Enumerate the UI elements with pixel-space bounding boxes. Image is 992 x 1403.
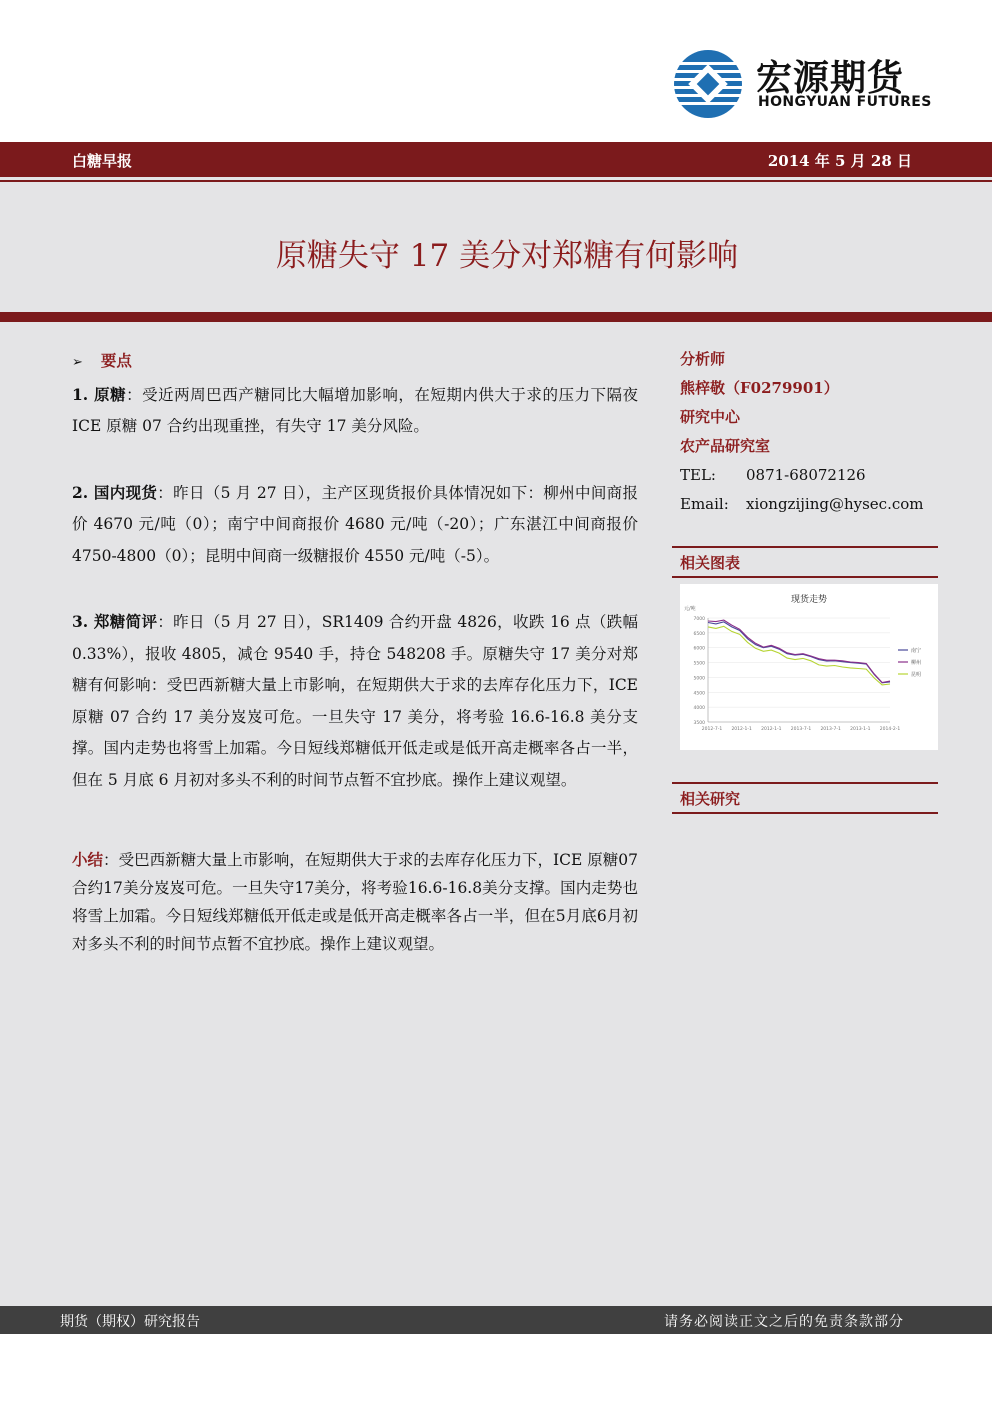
- chart-ytick-label: 7000: [693, 617, 705, 622]
- point-1-label: 1. 原糖: [72, 384, 127, 404]
- analyst-dept: 研究中心: [680, 408, 741, 426]
- arrow-bullet-icon: ➢: [72, 355, 83, 370]
- chart-xtick-label: 2014-2-1: [879, 727, 901, 732]
- footer-disclaimer-note: 请务必阅读正文之后的免责条款部分: [664, 1314, 904, 1330]
- point-zhengzhou-sugar: [72, 606, 638, 796]
- chart-ytick-label: 6500: [693, 631, 705, 637]
- summary: [72, 846, 638, 958]
- analyst-heading: 分析师: [680, 350, 726, 368]
- chart-series-line: [708, 620, 890, 682]
- point-3-text: ：昨日（5 月 27 日），SR1409 合约开盘 4826，收跌 16 点（跌幅 0.33%），报收 4805，减仓 9540 手，持仓 548208 手。原糖失守 17 美分对郑糖有何影响：受巴西新糖大量上市影响，在短期供大于求的去库存化压力下，ICE 原糖 07 合约 17 美分岌岌可危。一旦失守 17 美分，将考验 16.6-16.8 美分支撑。国内走势也将雪上加霜。今日短线郑糖低开低走或是低开高走概率各占一半，但在 5 月底 6 月初对多头不利的时间节点暂不宜抄底。操作上建议观望。: [72, 613, 639, 789]
- chart-ytick-label: 4500: [693, 691, 705, 697]
- footer-bar: [0, 1306, 992, 1334]
- chart-xtick-label: 2013-7-1: [820, 727, 841, 732]
- summary-text: ：受巴西新糖大量上市影响，在短期供大于求的去库存化压力下，ICE 原糖07合约17美分岌岌可危。一旦失守17美分，将考验16.6-16.8美分支撑。国内走势也将雪上加霜。今日短线郑糖低开低走或是低开高走概率各占一半，但在5月底6月初对多头不利的时间节点暂不宜抄底。操作上建议观望。: [72, 851, 638, 953]
- analyst-sub-dept: 农产品研究室: [680, 437, 771, 455]
- analyst-name: 熊梓敬（F0279901）: [680, 379, 839, 397]
- main-content: [72, 345, 638, 958]
- point-1-text: ：受近两周巴西产糖同比大幅增加影响，在短期内供大于求的压力下隔夜 ICE 原糖 07 合约出现重挫，有失守 17 美分风险。: [72, 385, 638, 435]
- chart-legend-label: 南宁: [911, 648, 922, 654]
- point-2-label: 2. 国内现货: [72, 482, 158, 502]
- chart-ytick-label: 3500: [693, 721, 705, 726]
- related-research-header: [672, 782, 938, 814]
- spot-price-chart-svg: [680, 584, 938, 750]
- key-points-heading-text: 要点: [100, 351, 132, 370]
- logo-name-en: HONGYUAN FUTURES: [758, 94, 932, 110]
- key-points-heading: [72, 345, 638, 379]
- analyst-tel: [680, 461, 938, 490]
- chart-xtick-label: 2013-7-1: [790, 727, 812, 732]
- header-bar: [0, 142, 992, 177]
- footer-report-type: 期货（期权）研究报告: [60, 1314, 200, 1330]
- title-divider-bar: [0, 312, 992, 322]
- chart-ytick-label: 5500: [693, 661, 705, 667]
- point-raw-sugar: [62, 379, 638, 443]
- chart-xtick-label: 2012-7-1: [701, 727, 723, 732]
- tel-label: TEL:: [680, 466, 716, 484]
- chart-legend-label: 昆明: [911, 672, 922, 678]
- report-date: 2014 年 5 月 28 日: [767, 152, 912, 170]
- chart-title: 现货走势: [790, 595, 828, 605]
- tel-value: 0871-68072126: [746, 466, 866, 484]
- chart-xtick-label: 2012-1-1: [761, 727, 782, 732]
- point-2-text: ：昨日（5 月 27 日），主产区现货报价具体情况如下：柳州中间商报价 4670 元/吨（0）；南宁中间商报价 4680 元/吨（-20）；广东湛江中间商报价 4750-4800（0）；昆明中间商一级糖报价 4550 元/吨（-5）。: [72, 483, 638, 565]
- hongyuan-logo-icon: [672, 48, 744, 120]
- related-charts-header: [672, 546, 938, 578]
- chart-ytick-label: 5000: [693, 676, 705, 682]
- email-label: Email:: [680, 495, 729, 513]
- logo-name-cn: 宏源期货: [756, 58, 905, 99]
- chart-xtick-label: 2012-1-1: [731, 727, 752, 732]
- chart-series-line: [708, 626, 890, 685]
- point-domestic-spot: [72, 477, 638, 573]
- company-logo: [672, 44, 932, 124]
- chart-series-line: [708, 622, 890, 683]
- report-type: 白糖早报: [72, 152, 133, 170]
- chart-xtick-label: 2013-1-1: [850, 727, 871, 732]
- analyst-panel: [680, 345, 938, 519]
- divider-line: [0, 180, 992, 182]
- spot-price-chart: [680, 584, 938, 750]
- chart-legend-label: 柳州: [911, 660, 922, 666]
- summary-label: 小结: [72, 850, 104, 869]
- chart-ytick-label: 6000: [693, 646, 705, 652]
- chart-ylabel: 元/吨: [684, 606, 696, 612]
- related-research-heading: 相关研究: [680, 790, 741, 808]
- point-3-label: 3. 郑糖简评: [72, 612, 158, 631]
- analyst-email: [680, 490, 938, 519]
- chart-ytick-label: 4000: [693, 706, 705, 712]
- related-charts-heading: 相关图表: [680, 554, 741, 572]
- page-title: 原糖失守 17 美分对郑糖有何影响: [275, 238, 739, 274]
- email-value: xiongzijing@hysec.com: [746, 495, 924, 513]
